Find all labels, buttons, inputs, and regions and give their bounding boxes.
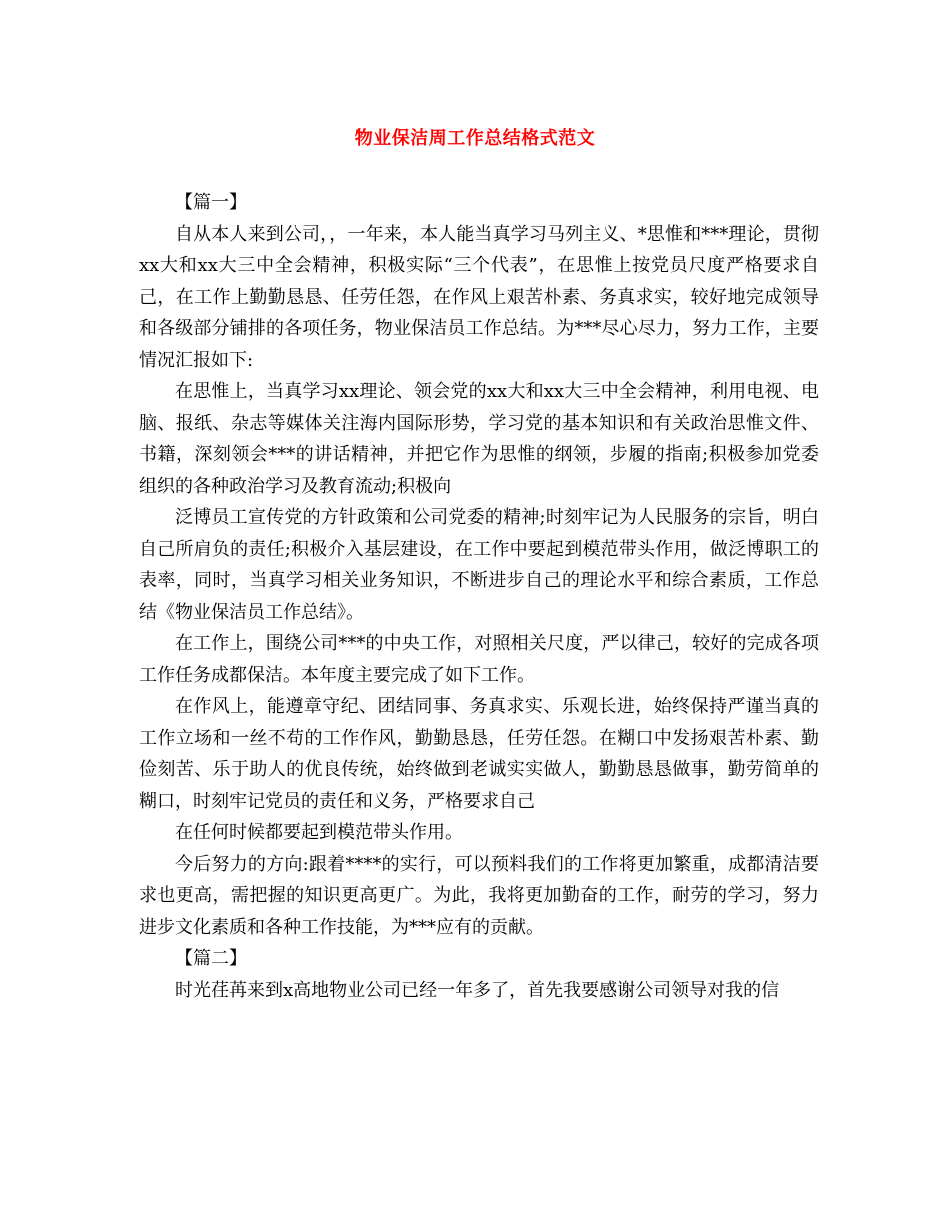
section-heading-1: 【篇一】 [175,192,247,213]
paragraph: 时光荏苒来到x高地物业公司已经一年多了，首先我要感谢公司领导对我的信 [175,979,780,1001]
section-heading-2: 【篇二】 [175,948,247,969]
paragraph: 泛博员工宣传党的方针政策和公司党委的精神;时刻牢记为人民服务的宗旨，明白自己所肩负的责任;积极介入基层建设，在工作中要起到模范带头作用，做泛博职工的表率，同时，当真学习相关业务知识，不断进步自己的理论水平和综合素质，工作总结《物业保洁员工作总结》。 [139,507,819,623]
paragraph: 今后努力的方向:跟着****的实行，可以预料我们的工作将更加繁重，成都清洁要求也更高，需把握的知识更高更广。为此，我将更加勤奋的工作，耐劳的学习，努力进步文化素质和各种工作技能，为***应有的贡献。 [139,853,819,938]
document-body [139,187,819,1006]
paragraph: 自从本人来到公司，，一年来，本人能当真学习马列主义、*思惟和***理论，贯彻xx大和xx大三中全会精神，积极实际“三个代表”，在思惟上按党员尺度严格要求自己，在工作上勤勤恳恳、任劳任怨，在作风上艰苦朴素、务真求实，较好地完成领导和各级部分铺排的各项任务，物业保洁员工作总结。为***尽心尽力，努力工作，主要情况汇报如下: [139,223,819,371]
paragraph: 在工作上，围绕公司***的中央工作，对照相关尺度，严以律己，较好的完成各项工作任务成都保洁。本年度主要完成了如下工作。 [139,633,819,686]
paragraph: 在作风上，能遵章守纪、团结同事、务真求实、乐观长进，始终保持严谨当真的工作立场和一丝不苟的工作作风，勤勤恳恳，任劳任怨。在糊口中发扬艰苦朴素、勤俭刻苦、乐于助人的优良传统，始终做到老诚实实做人，勤勤恳恳做事，勤劳简单的糊口，时刻牢记党员的责任和义务，严格要求自己 [139,696,819,812]
document-title: 物业保洁周工作总结格式范文 [354,128,596,149]
paragraph: 在思惟上，当真学习xx理论、领会党的xx大和xx大三中全会精神，利用电视、电脑、报纸、杂志等媒体关注海内国际形势，学习党的基本知识和有关政治思惟文件、书籍，深刻领会***的讲话精神，并把它作为思惟的纲领，步履的指南;积极参加党委组织的各种政治学习及教育流动;积极向 [139,381,819,497]
paragraph: 在任何时候都要起到模范带头作用。 [175,822,463,843]
